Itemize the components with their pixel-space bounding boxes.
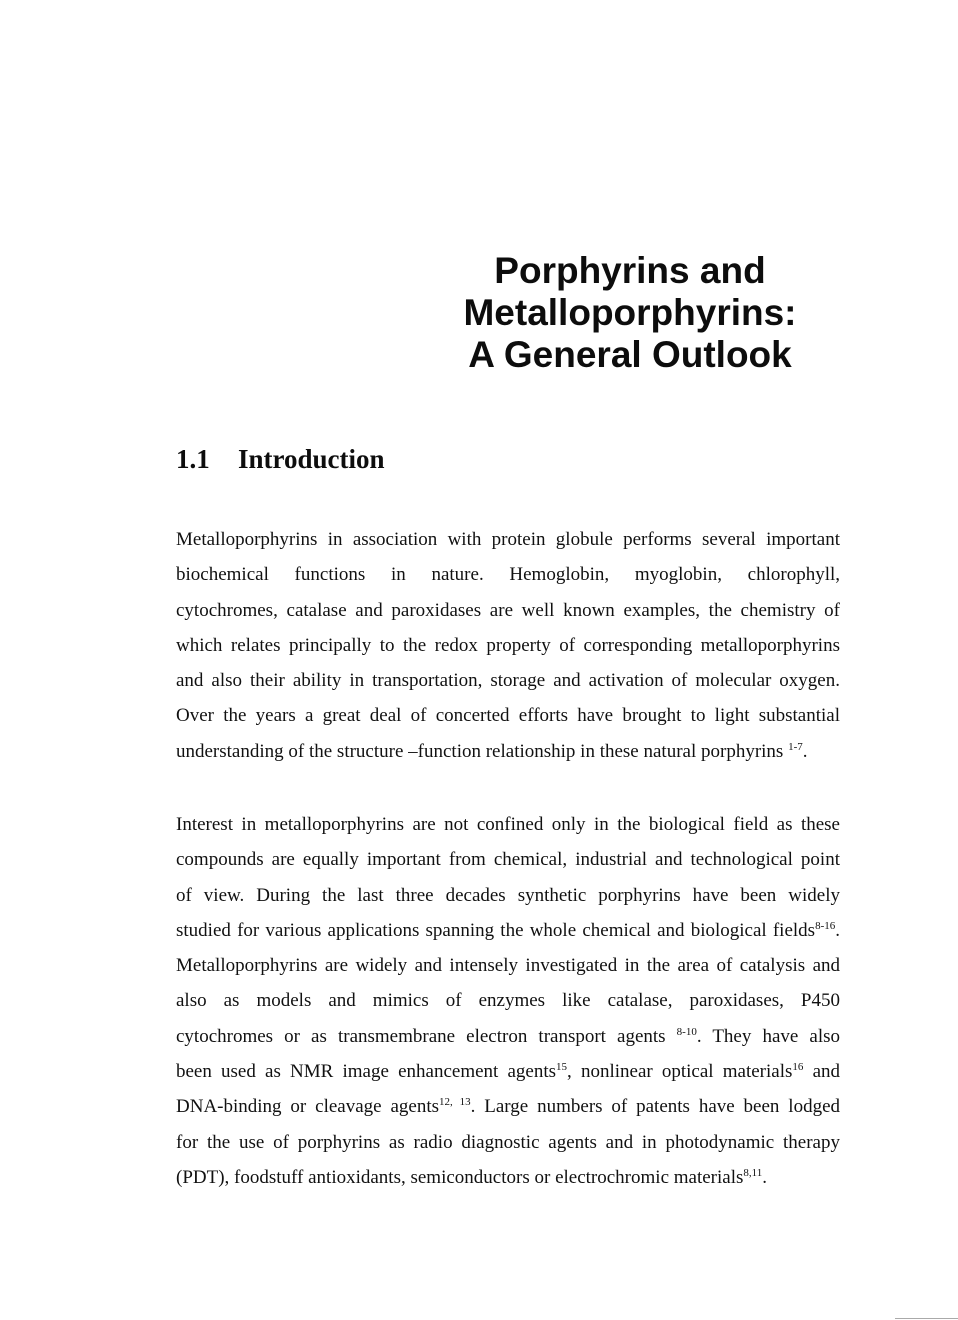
citation-superscript: 8,11 <box>743 1166 763 1179</box>
text-line: understanding of the structure –function relationship in these natural porphyrins $^{1-7}$. <box>176 740 808 762</box>
text-line: which relates principally to the redox property of corresponding metalloporphyrins <box>176 634 840 656</box>
section-title: Introduction <box>238 444 385 474</box>
text-line: and also their ability in transportation, storage and activation of molecular oxygen. <box>176 670 840 692</box>
paragraph-2 <box>176 807 840 1195</box>
text-line: of view. During the last three decades synthetic porphyrins have been widely <box>176 884 840 906</box>
text-line: been used as NMR image enhancement agents$^{15}$, nonlinear optical materials$^{16}$ and <box>176 1061 840 1083</box>
text-line: (PDT), foodstuff antioxidants, semiconductors or electrochromic materials$^{8,11}$. <box>176 1166 767 1188</box>
text-line: also as models and mimics of enzymes like catalase, paroxidases, P450 <box>176 990 840 1012</box>
section-heading <box>176 444 385 475</box>
chapter-title-line: Metalloporphyrins: <box>463 292 797 333</box>
chapter-title-line: A General Outlook <box>468 334 792 375</box>
chapter-title-line: Porphyrins and <box>494 250 766 291</box>
text-line: cytochromes, catalase and paroxidases are well known examples, the chemistry of <box>176 599 840 621</box>
text-line: Over the years a great deal of concerted efforts have brought to light substantial <box>176 705 840 727</box>
text-line: Metalloporphyrins in association with protein globule performs several important <box>176 529 840 550</box>
text-line: DNA-binding or cleavage agents$^{12, 13}$. Large numbers of patents have been lodged <box>176 1096 841 1118</box>
citation-superscript: 8-10 <box>676 1025 697 1038</box>
citation-superscript: 12, 13 <box>439 1096 471 1109</box>
citation-superscript: 15 <box>556 1061 568 1074</box>
citation-superscript: 1-7 <box>788 740 803 753</box>
text-line: biochemical functions in nature. Hemoglobin, myoglobin, chlorophyll, <box>176 564 840 586</box>
text-line: for the use of porphyrins as radio diagnostic agents and in photodynamic therapy <box>176 1131 840 1153</box>
chapter-title <box>430 250 830 376</box>
section-number: 1.1 <box>176 444 210 474</box>
citation-superscript: 8-16 <box>815 919 836 932</box>
citation-superscript: 16 <box>792 1061 804 1074</box>
text-line: compounds are equally important from chemical, industrial and technological point <box>176 849 840 871</box>
paragraph-1 <box>176 522 840 769</box>
page-edge-rule <box>895 1318 958 1319</box>
text-line: cytochromes or as transmembrane electron transport agents $^{8-10}$. They have also <box>176 1025 840 1047</box>
text-line: Metalloporphyrins are widely and intensely investigated in the area of catalysis and <box>176 955 840 977</box>
text-line: Interest in metalloporphyrins are not confined only in the biological field as these <box>176 814 840 835</box>
text-line: studied for various applications spanning the whole chemical and biological fields$^{8-16}$. <box>176 919 840 941</box>
